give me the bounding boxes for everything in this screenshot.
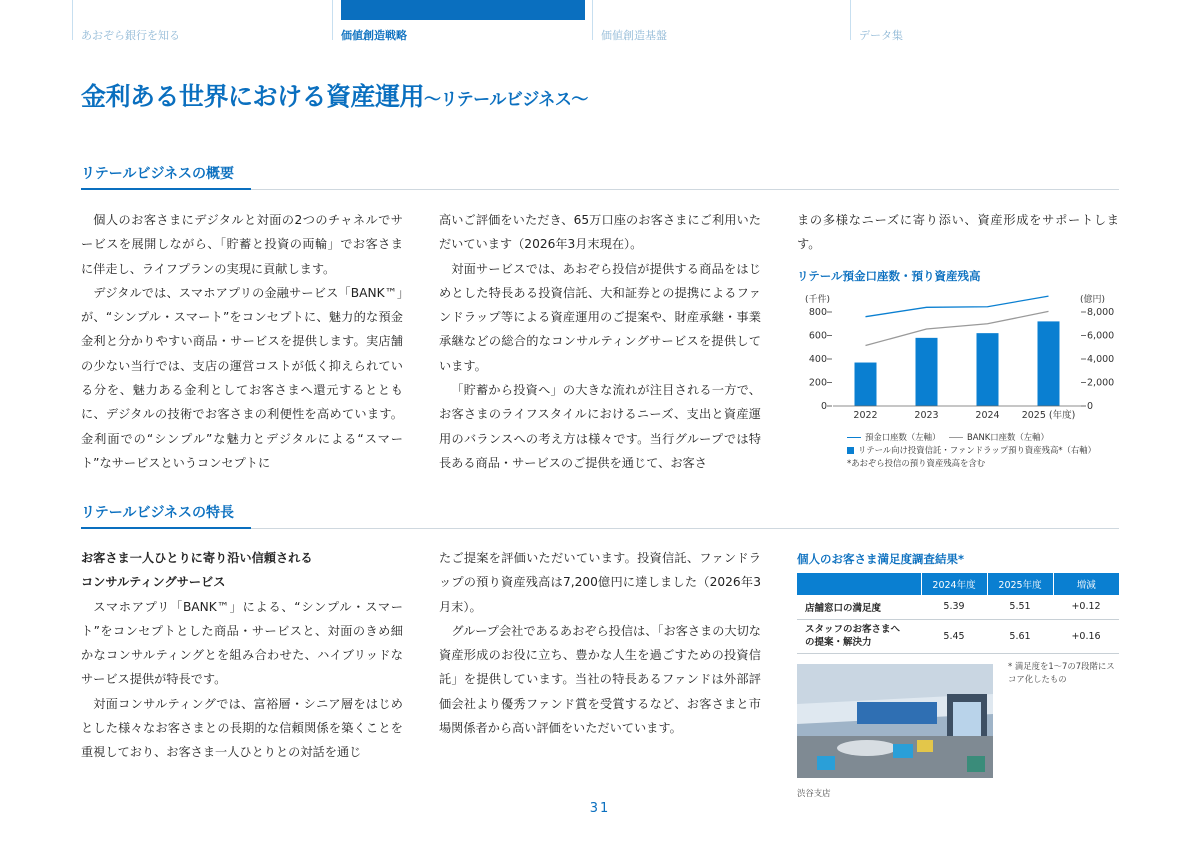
page-title-main: 金利ある世界における資産運用 xyxy=(81,82,425,111)
legend-row xyxy=(847,431,1096,444)
x-tick-label: 2022 xyxy=(853,410,878,421)
legend-bar-swatch xyxy=(847,447,854,454)
right-tick-label: 2,000 xyxy=(1087,377,1115,389)
nav-tab-data[interactable] xyxy=(850,0,1120,40)
left-tick-label: 0 xyxy=(820,401,827,412)
right-tick-label: 8,000 xyxy=(1087,307,1115,318)
section-heading-overview: リテールビジネスの概要 xyxy=(81,166,235,182)
table-cell: +0.16 xyxy=(1053,619,1119,653)
paragraph: スマホアプリ「BANK™」による、“シンプル・スマート”をコンセプトとした商品・サービスと、対面のきめ細かなコンサルティングとを組み合わせた、ハイブリッドなサービス提供が特長です。 xyxy=(81,599,403,687)
chart-bar xyxy=(977,333,999,406)
table-cell: 5.61 xyxy=(987,619,1053,653)
right-axis-unit: (億円) xyxy=(1080,295,1106,305)
paragraph: 対面コンサルティングでは、富裕層・シニア層をはじめとした様々なお客さまとの長期的な信頼関係を築くことを重視しており、お客さま一人ひとりとの対話を通じ xyxy=(81,696,403,760)
table-row-label: スタッフのお客さまへの提案・解決力 xyxy=(797,619,921,653)
page-title-sub: 〜リテールビジネス〜 xyxy=(424,90,588,110)
paragraph: 高いご評価をいただき、65万口座のお客さまにご利用いただいています（2026年3月末現在）。 xyxy=(439,213,761,252)
left-tick-label: 400 xyxy=(808,354,827,365)
nav-tab-label: 価値創造戦略 xyxy=(341,29,407,42)
right-tick-label: 6,000 xyxy=(1087,330,1115,342)
right-tick-label: 4,000 xyxy=(1087,354,1115,365)
chart-bar xyxy=(1038,321,1060,406)
top-navigation xyxy=(0,0,1200,44)
photo-caption: 渋谷支店 xyxy=(797,788,831,798)
paragraph: グループ会社であるあおぞら投信は、「お客さまの大切な資産形成のお役に立ち、豊かな人生を過ごすための投資信託」を提供しています。当社の特長あるファンドは外部評価会社より優秀ファンド賞を受賞するなど、お客さまと市場関係者から高い評価をいただいています。 xyxy=(439,623,761,736)
satisfaction-table xyxy=(797,573,1119,654)
nav-tab-strategy[interactable] xyxy=(332,0,592,40)
legend-label: リテール向け投資信託・ファンドラップ預り資産残高*（右軸） xyxy=(858,445,1097,455)
legend-label: BANK口座数（左軸） xyxy=(967,432,1049,442)
nav-tab-label: あおぞら銀行を知る xyxy=(81,29,180,42)
table-header: 増減 xyxy=(1053,573,1119,595)
left-axis-unit: (千件) xyxy=(805,295,831,305)
paragraph: 個人のお客さまにデジタルと対面の2つのチャネルでサービスを展開しながら、「貯蓄と投資の両輪」でお客さまに伴走し、ライフプランの実現に貢献します。 xyxy=(81,213,403,276)
x-tick-label: 2024 xyxy=(975,410,1000,421)
page-title xyxy=(81,77,588,113)
nav-tab-label: データ集 xyxy=(859,29,903,42)
x-tick-label: 2023 xyxy=(914,410,939,421)
legend-note: *あおぞら投信の預り資産残高を含む xyxy=(847,458,986,468)
nav-tab-about[interactable] xyxy=(72,0,332,40)
table-row xyxy=(797,595,1119,619)
chart-left-axis xyxy=(805,293,832,412)
table-header-row xyxy=(797,573,1119,595)
overview-column-2 xyxy=(439,208,761,475)
chart-line-series xyxy=(866,296,1049,317)
feature-heading-line: コンサルティングサービス xyxy=(81,575,226,590)
chart-legend xyxy=(847,431,1096,470)
table-cell: 5.39 xyxy=(921,595,987,619)
features-column-1 xyxy=(81,546,403,765)
paragraph: デジタルでは、スマホアプリの金融サービス「BANK™」が、“シンプル・スマート”をコンセプトに、魅力的な預金金利と分かりやすい商品・サービスを提供します。実店舗の少ない当行では、支店の運営コストが低く抑えられている分を、魅力ある金利としてお客さまへ還元するとともに、デジタルの技術でお客さまの利便性を高めています。金利面での“シンプル”な魅力とデジタルによる“スマート”なサービスというコンセプトに xyxy=(81,285,403,470)
overview-column-1 xyxy=(81,208,403,475)
left-tick-label: 600 xyxy=(808,330,827,342)
paragraph: 対面サービスでは、あおぞら投信が提供する商品をはじめとした特長ある投資信託、大和証券との提携によるファンドラップ等による資産運用のご提案や、財産承継・事業承継などの総合的なコンサルティングサービスを提供しています。 xyxy=(439,261,761,373)
table-header: 2025年度 xyxy=(987,573,1053,595)
active-tab-indicator xyxy=(341,0,585,20)
features-column-2 xyxy=(439,546,761,740)
chart-line-series xyxy=(866,311,1049,345)
paragraph: まの多様なニーズに寄り添い、資産形成をサポートします。 xyxy=(797,213,1119,252)
nav-tab-label: 価値創造基盤 xyxy=(601,29,667,42)
section-heading-features: リテールビジネスの特長 xyxy=(81,505,235,521)
table-header-empty xyxy=(797,573,921,595)
right-tick-label: 0 xyxy=(1087,401,1094,412)
survey-title: 個人のお客さま満足度調査結果* xyxy=(797,552,965,566)
chart-x-labels xyxy=(833,406,1081,421)
chart-bars xyxy=(855,321,1060,406)
chart-bar xyxy=(916,338,938,406)
legend-row xyxy=(847,444,1096,457)
chart-right-axis xyxy=(1080,293,1114,412)
paragraph: 「貯蓄から投資へ」の大きな流れが注目される一方で、お客さまのライフスタイルにおけるニーズ、支出と資産運用のバランスへの考え方は様々です。当行グループでは特長ある商品・サービスのご提供を通じて、お客さ xyxy=(439,383,761,470)
nav-tab-foundation[interactable] xyxy=(592,0,850,40)
table-cell: +0.12 xyxy=(1053,595,1119,619)
table-row-label: 店舗窓口の満足度 xyxy=(797,595,921,619)
legend-line-blue xyxy=(847,437,861,438)
table-cell: 5.45 xyxy=(921,619,987,653)
survey-note: * 満足度を1〜7の7段階にスコア化したもの xyxy=(1008,661,1115,684)
table-row xyxy=(797,619,1119,653)
section-heading-underline xyxy=(81,188,251,190)
x-tick-label: 2025 (年度) xyxy=(1021,410,1076,421)
left-tick-label: 200 xyxy=(808,377,827,389)
left-tick-label: 800 xyxy=(808,307,827,318)
page-number: 31 xyxy=(589,801,611,816)
overview-column-3 xyxy=(797,208,1119,257)
chart-title: リテール預金口座数・預り資産残高 xyxy=(797,269,981,283)
legend-label: 預金口座数（左軸） xyxy=(865,432,941,442)
branch-photo xyxy=(797,664,993,778)
chart-lines xyxy=(866,296,1049,345)
chart-bar xyxy=(855,363,877,406)
table-header: 2024年度 xyxy=(921,573,987,595)
paragraph: たご提案を評価いただいています。投資信託、ファンドラップの預り資産残高は7,200億円に達しました（2026年3月末）。 xyxy=(439,551,761,614)
legend-line-gray xyxy=(949,437,963,438)
table-cell: 5.51 xyxy=(987,595,1053,619)
section-heading-underline xyxy=(81,527,251,529)
feature-heading-line: お客さま一人ひとりに寄り沿い信頼される xyxy=(81,551,313,565)
